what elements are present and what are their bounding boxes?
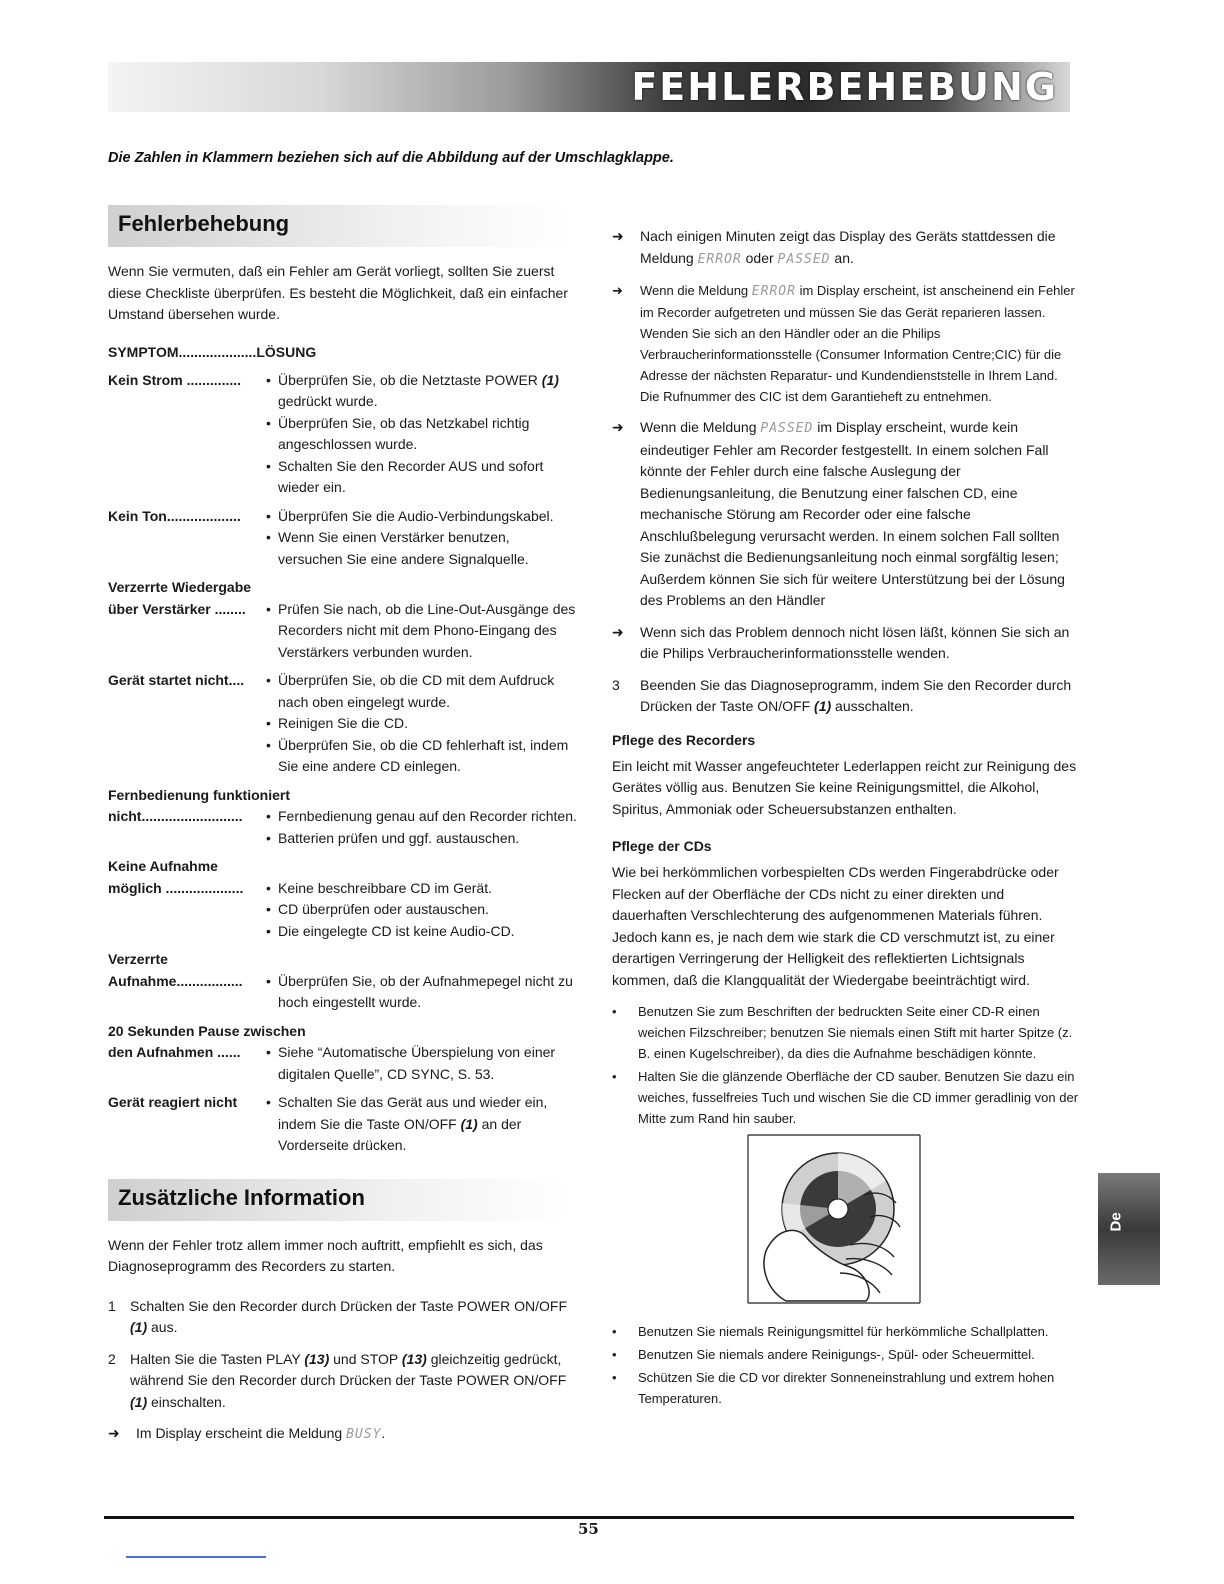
right-column — [612, 226, 1080, 1411]
figure-ref: (1) — [541, 371, 559, 388]
note-item: ➜ Wenn die Meldung PASSED im Display erscheint, wurde kein eindeutiger Fehler am Recorder festgestellt. In einem solchen Fall könnte der Fehler durch eine falsche Auslegung der Bedienungsanleitung, die Benutzung einer falschen CD, eine mechanische Störung am Recorder oder eine falsche Anschlußbelegung verursacht werden. In einem solchen Fall sollten Sie zunächst die Bedienungsanleitung noch einmal sorgfältig lesen; Außerdem können Sie sich für weitere Unterstützung bei der Lösung des Problems an den Händler — [612, 417, 1080, 612]
solution-text: Überprüfen Sie, ob das Netzkabel richtig angeschlossen wurde. — [278, 414, 530, 452]
care-recorder-text: Ein leicht mit Wasser angefeuchteter Lederlappen reicht zur Reinigung des Gerätes völlig aus. Benutzen Sie keine Reinigungsmittel, die Alkohol, Spiritus, Ammoniak oder Scheuersubstanzen enthalten. — [612, 757, 1077, 817]
troubleshoot-row-kein-ton: Kein Ton................... • Überprüfen Sie die Audio-Verbindungskabel. • Wenn Sie einen Verstärker benutzen, versuchen Sie eine andere Signalquelle. — [108, 506, 578, 571]
page-number: 55 — [578, 1520, 599, 1538]
symptom-label: möglich .................... — [108, 879, 244, 896]
diagnostic-steps — [612, 675, 1080, 718]
language-tab-label: De — [1107, 1212, 1125, 1232]
list-item: • Halten Sie die glänzende Oberfläche der CD sauber. Benutzen Sie dazu ein weiches, fusselfreies Tuch und wischen Sie die CD immer geradlinig von der Mitte zum Rand hin sauber. — [612, 1069, 1079, 1126]
troubleshoot-row-kein-strom: Kein Strom .............. • Überprüfen Sie, ob die Netztaste POWER (1) gedrückt wurde. • Überprüfen Sie, ob das Netzkabel richtig angeschlossen wurde. • Schalten Sie den Recorder AUS und sofort wieder ein. — [108, 370, 578, 499]
language-tab — [1098, 1173, 1160, 1285]
solution-text: CD überprüfen oder austauschen. — [278, 901, 489, 917]
footer-rule — [104, 1516, 1074, 1519]
list-item: • Benutzen Sie zum Beschriften der bedruckten Seite einer CD-R einen weichen Filzschreiber; benutzen Sie niemals einen Stift mit harter Spitze (z. B. einen Kugelschreiber), da dies die Aufnahme beschädigen könnte. — [612, 1004, 1073, 1061]
solution-text: Überprüfen Sie, ob die Netztaste POWER — [278, 371, 538, 388]
step-item: 1 Schalten Sie den Recorder durch Drücken der Taste POWER ON/OFF (1) aus. — [108, 1297, 568, 1335]
solution-text: Reinigen Sie die CD. — [278, 715, 408, 731]
section-intro: Wenn Sie vermuten, daß ein Fehler am Gerät vorliegt, sollten Sie zuerst diese Checkliste überprüfen. Es besteht die Möglichkeit, daß ein einfacher Umstand übersehen wurde. — [108, 263, 568, 322]
troubleshoot-row-fernbedienung: Fernbedienung funktioniert nicht.......................... • Fernbedienung genau auf den Recorder richten. • Batterien prüfen und ggf. austauschen. — [108, 785, 578, 850]
lcd-message: ERROR — [697, 251, 742, 267]
list-item: • Schützen Sie die CD vor direkter Sonneneinstrahlung und extrem hohen Temperaturen. — [612, 1370, 1055, 1406]
solution-text: Überprüfen Sie, ob die CD mit dem Aufdruck nach oben eingelegt wurde. — [278, 672, 555, 710]
symptom-label: Aufnahme................. — [108, 972, 243, 989]
banner-title: FEHLERBEHEBUNG — [631, 65, 1058, 109]
symptom-label: Gerät startet nicht.... — [108, 672, 245, 688]
symptom-label-prefix: Keine Aufnahme — [108, 858, 218, 874]
symptom-label-prefix: Fernbedienung funktioniert — [108, 786, 290, 803]
lcd-message: PASSED — [760, 421, 814, 436]
note-item: ➜ Wenn die Meldung ERROR im Display erscheint, ist anscheinend ein Fehler im Recorder aufgetreten und müssen Sie das Gerät reparieren lassen. Wenden Sie sich an den Händler oder an die Philips Verbraucherinformationsstelle (Consumer Information Centre;CIC) für die Adresse der nächsten Reparatur- und Kundendienststelle in Ihrem Land. Die Rufnummer des CIC ist dem Garantieheft zu entnehmen. — [612, 280, 1080, 407]
section-header-zusaetzliche-information — [108, 1179, 578, 1221]
step-item: 2 Halten Sie die Tasten PLAY (13) und STOP (13) gleichzeitig gedrückt, während Sie den Recorder durch Drücken der Taste POWER ON/OFF (1) einschalten. — [108, 1350, 567, 1410]
diagnostic-steps — [108, 1296, 578, 1414]
section-header-fehlerbehebung — [108, 205, 578, 247]
solution-text: Fernbedienung genau auf den Recorder richten. — [278, 808, 577, 824]
solution-text: Keine beschreibbare CD im Gerät. — [278, 879, 492, 896]
care-cds-bullets-2 — [612, 1321, 1080, 1409]
troubleshoot-row-geraet-reagiert-nicht: Gerät reagiert nicht • Schalten Sie das Gerät aus und wieder ein, indem Sie die Taste ON/OFF (1) an der Vorderseite drücken. — [108, 1092, 578, 1157]
solution-text: Überprüfen Sie, ob die CD fehlerhaft ist, indem Sie eine andere CD einlegen. — [278, 736, 569, 774]
cd-cleaning-illustration — [746, 1133, 922, 1305]
note-item: ➜ Wenn sich das Problem dennoch nicht lösen läßt, können Sie sich an die Philips Verbraucherinformationsstelle wenden. — [612, 622, 1080, 665]
care-cds-text: Wie bei herkömmlichen vorbespielten CDs werden Fingerabdrücke oder Flecken auf der Oberfläche der CDs nicht zu einer direkten und dauerhaften Verschlechterung des aufgenommenen Materials führen. Jedoch kann es, je nach dem wie stark die CD verschmutzt ist, zu einer derartigen Verringerung der Helligkeit des reflektierten Lichtsignals kommen, daß die Klangqualität der Wiedergabe beeinträchtigt wird. — [612, 864, 1059, 988]
arrow-icon: ➜ — [108, 1425, 120, 1441]
symptom-label-prefix: Verzerrte Wiedergabe — [108, 579, 252, 595]
solution-text: gedrückt wurde. — [278, 393, 378, 409]
left-column — [108, 205, 578, 1456]
troubleshoot-row-keine-aufnahme: Keine Aufnahme möglich .................... • Keine beschreibbare CD im Gerät. • CD überprüfen oder austauschen. • Die eingelegte CD ist keine Audio-CD. — [108, 856, 578, 942]
symptom-label: über Verstärker ........ — [108, 600, 246, 617]
arrow-icon: ➜ — [612, 283, 623, 298]
symptom-label: Gerät reagiert nicht — [108, 1094, 238, 1110]
section-intro: Wenn der Fehler trotz allem immer noch auftritt, empfiehlt es sich, das Diagnoseprogramm des Recorders zu starten. — [108, 1236, 543, 1274]
page-banner — [108, 62, 1070, 112]
arrow-icon: ➜ — [612, 228, 624, 244]
solution-text: Siehe “Automatische Überspielung von einer digitalen Quelle”, CD SYNC, S. 53. — [278, 1044, 556, 1082]
symptom-label: Kein Strom .............. — [108, 371, 242, 388]
page-subtitle: Die Zahlen in Klammern beziehen sich auf die Abbildung auf der Umschlagklappe. — [108, 150, 674, 166]
care-recorder-heading: Pflege des Recorders — [612, 731, 756, 748]
troubleshoot-row-pause: 20 Sekunden Pause zwischen den Aufnahmen ...... • Siehe “Automatische Überspielung von einer digitalen Quelle”, CD SYNC, S. 53. — [108, 1021, 578, 1086]
solution-text: Schalten Sie den Recorder AUS und sofort wieder ein. — [278, 457, 544, 495]
symptom-label: den Aufnahmen ...... — [108, 1044, 241, 1060]
section-title: Zusätzliche Information — [118, 1184, 365, 1210]
solution-text: Überprüfen Sie, ob der Aufnahmepegel nicht zu hoch eingestellt wurde. — [278, 972, 573, 1010]
lcd-message: ERROR — [751, 284, 796, 299]
symptom-label-prefix: Verzerrte — [108, 951, 168, 967]
symptom-label-prefix: 20 Sekunden Pause zwischen — [108, 1022, 306, 1039]
troubleshoot-row-verzerrte-aufnahme: Verzerrte Aufnahme................. • Überprüfen Sie, ob der Aufnahmepegel nicht zu hoch eingestellt wurde. — [108, 949, 578, 1014]
section-title: Fehlerbehebung — [118, 211, 290, 236]
solution-text: Die eingelegte CD ist keine Audio-CD. — [278, 922, 515, 939]
troubleshoot-row-geraet-startet-nicht: Gerät startet nicht.... • Überprüfen Sie, ob die CD mit dem Aufdruck nach oben eingelegt wurde. • Reinigen Sie die CD. • Überprüfen Sie, ob die CD fehlerhaft ist, indem Sie eine andere CD einlegen. — [108, 670, 578, 778]
arrow-icon: ➜ — [612, 419, 624, 435]
note-item: ➜ Im Display erscheint die Meldung BUSY. — [108, 1423, 578, 1446]
list-item: • Benutzen Sie niemals andere Reinigungs-, Spül- oder Scheuermittel. — [612, 1347, 1035, 1362]
lcd-message: PASSED — [777, 251, 831, 267]
solution-text: Prüfen Sie nach, ob die Line-Out-Ausgänge des Recorders nicht mit dem Phono-Eingang des Verstärkers verbunden wurden. — [278, 600, 576, 660]
step-item: 3 Beenden Sie das Diagnoseprogramm, indem Sie den Recorder durch Drücken der Taste ON/OFF (1) ausschalten. — [612, 676, 1072, 714]
note-item: ➜ Nach einigen Minuten zeigt das Display des Geräts stattdessen die Meldung ERROR oder PASSED an. — [612, 226, 1080, 270]
solution-text: an der Vorderseite drücken. — [278, 1115, 522, 1153]
troubleshoot-row-verzerrte-wiedergabe: Verzerrte Wiedergabe über Verstärker ........ • Prüfen Sie nach, ob die Line-Out-Ausgänge des Recorders nicht mit dem Phono-Eingang des Verstärkers verbunden wurden. — [108, 577, 578, 663]
footer-blue-line — [126, 1556, 266, 1558]
list-item: • Benutzen Sie niemals Reinigungsmittel für herkömmliche Schallplatten. — [612, 1324, 1049, 1339]
solution-text: Wenn Sie einen Verstärker benutzen, versuchen Sie eine andere Signalquelle. — [278, 529, 529, 567]
care-cds-bullets — [612, 1001, 1080, 1129]
figure-ref: (1) — [460, 1115, 478, 1132]
arrow-icon: ➜ — [612, 623, 624, 640]
care-cds-heading: Pflege der CDs — [612, 838, 712, 854]
symptom-label: Kein Ton................... — [108, 507, 241, 524]
solution-text: Batterien prüfen und ggf. austauschen. — [278, 829, 520, 846]
solution-text: Überprüfen Sie die Audio-Verbindungskabel. — [278, 507, 554, 524]
solution-text: Schalten Sie das Gerät aus und wieder ein, indem Sie die Taste ON/OFF — [278, 1094, 548, 1132]
symptom-table-header: SYMPTOM....................LÖSUNG — [108, 343, 317, 360]
lcd-message: BUSY — [346, 1427, 382, 1442]
symptom-label: nicht.......................... — [108, 808, 243, 824]
